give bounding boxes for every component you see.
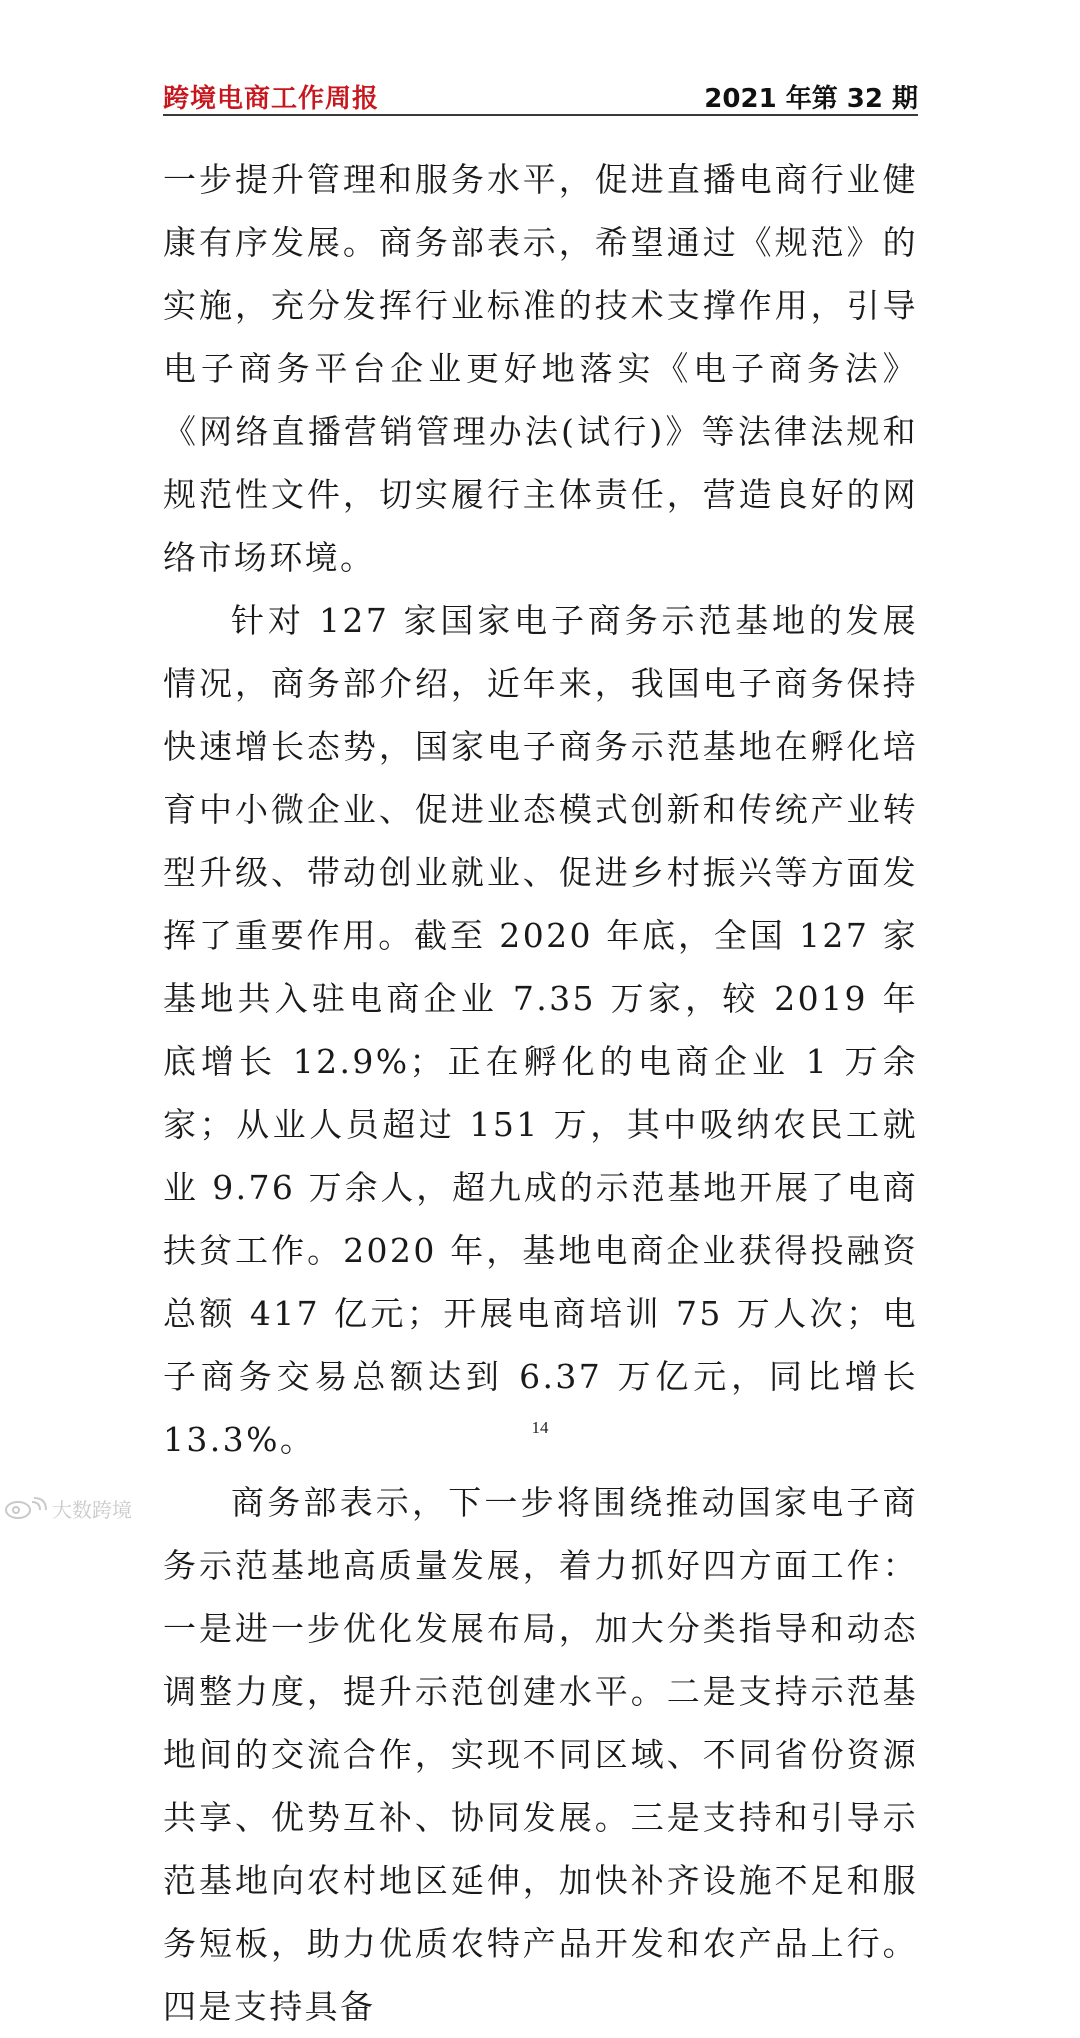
paragraph-continuation: 一步提升管理和服务水平，促进直播电商行业健康有序发展。商务部表示，希望通过《规范》的实施，充分发挥行业标准的技术支撑作用，引导电子商务平台企业更好地落实《电子商务法》《网络直播营销管理办法(试行)》等法律法规和规范性文件，切实履行主体责任，营造良好的网络市场环境。 xyxy=(163,160,918,577)
watermark xyxy=(4,1494,132,1522)
article-body xyxy=(163,148,918,2038)
publication-title: 跨境电商工作周报 xyxy=(163,84,380,114)
page-number: 14 xyxy=(531,1418,549,1437)
paragraph-demonstration-bases: 针对 127 家国家电子商务示范基地的发展情况，商务部介绍，近年来，我国电子商务保持快速增长态势，国家电子商务示范基地在孵化培育中小微企业、促进业态模式创新和传统产业转型升级、带动创业就业、促进乡村振兴等方面发挥了重要作用。截至 2020 年底，全国 127 家基地共入驻电商企业 7.35 万家，较 2019 年底增长 12.9%；正在孵化的电商企业 1 万余家；从业人员超过 151 万，其中吸纳农民工就业 9.76 万余人，超九成的示范基地开展了电商扶贫工作。2020 年，基地电商企业获得投融资总额 417 亿元；开展电商培训 75 万人次；电子商务交易总额达到 6.37 万亿元，同比增长 13.3%。 xyxy=(163,601,918,1459)
weibo-logo-icon xyxy=(4,1496,48,1520)
paragraph-next-steps: 商务部表示，下一步将围绕推动国家电子商务示范基地高质量发展，着力抓好四方面工作：一是进一步优化发展布局，加大分类指导和动态调整力度，提升示范创建水平。二是支持示范基地间的交流合作，实现不同区域、不同省份资源共享、优势互补、协同发展。三是支持和引导示范基地向农村地区延伸，加快补齐设施不足和服务短板，助力优质农特产品开发和农产品上行。四是支持具备 xyxy=(163,1483,918,2026)
page-header xyxy=(163,74,918,116)
issue-label: 2021 年第 32 期 xyxy=(704,84,918,114)
watermark-text: 大数跨境 xyxy=(52,1497,132,1522)
